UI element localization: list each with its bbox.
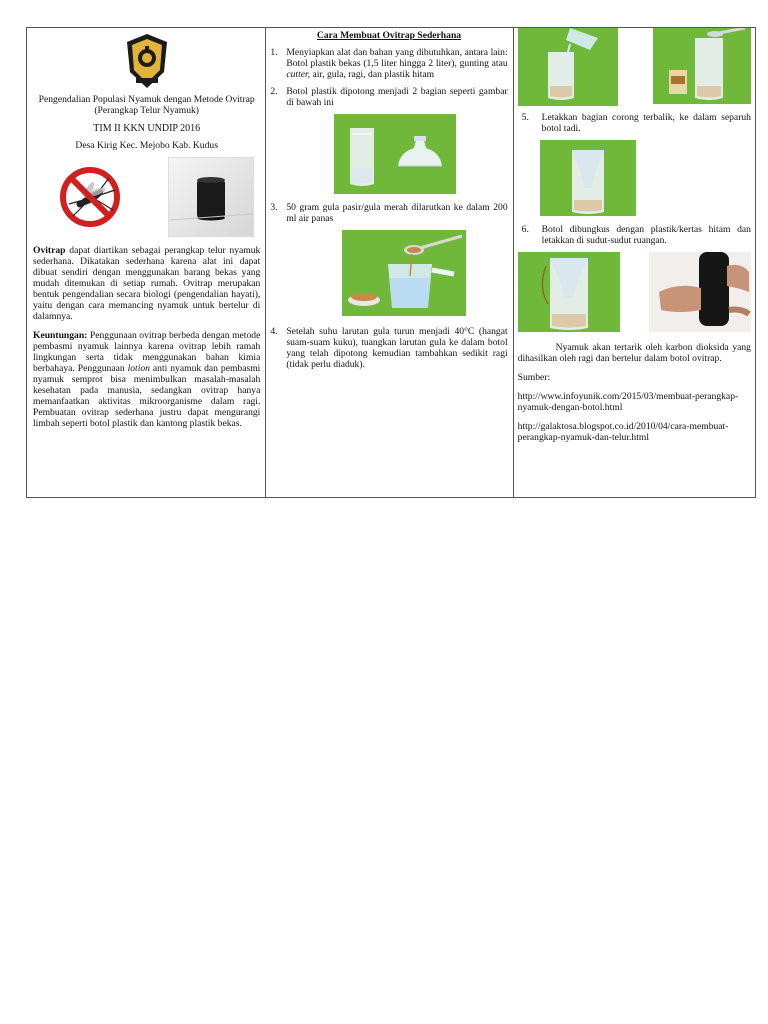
location-text: Desa Kirig Kec. Mejobo Kab. Kudus: [75, 140, 218, 151]
intro-text: dapat diartikan sebagai perangkap telur nyamuk sederhana. Dikatakan sederhana karena alat ini dapat dibuat sendiri dengan menggunakan barang bekas yang mudah ditemukan di setiap rumah. Ovitrap merupakan bentuk pengendalian secara biologi (pengendalian hayati), yaitu dengan cara memancing nyamuk untuk bertelur di dalamnya.: [33, 245, 261, 322]
step-2-number: 2.: [270, 86, 278, 97]
term-keuntungan: Keuntungan:: [33, 330, 88, 341]
university-seal-icon: [124, 32, 170, 90]
step-1: [270, 47, 507, 80]
source-label: Sumber:: [517, 372, 551, 383]
inverted-funnel-illustration: [540, 140, 636, 216]
column-intro: [27, 28, 266, 497]
team-name: TIM II KKN UNDIP 2016: [93, 123, 201, 134]
column-final-steps: [514, 28, 755, 497]
step-6-number: 6.: [521, 224, 529, 235]
step-1-text-a: Menyiapkan alat dan bahan yang dibutuhkan, antara lain: Botol plastik bekas (1,5 liter hingga 2 liter), gunting atau: [286, 47, 508, 69]
black-ovitrap-photo: [168, 157, 254, 237]
assembled-trap-illustration: [518, 252, 620, 332]
step-4-number: 4.: [270, 326, 278, 337]
term-ovitrap: Ovitrap: [33, 245, 66, 256]
step-4: [270, 326, 507, 370]
step-5-text: Letakkan bagian corong terbalik, ke dalam separuh botol tadi.: [541, 112, 751, 134]
step-3-number: 3.: [270, 202, 278, 213]
source-link-2[interactable]: http://galaktosa.blogspot.co.id/2010/04/cara-membuat-perangkap-nyamuk-dan-telur.html: [517, 421, 729, 443]
benefits-italic: lotion: [127, 363, 150, 374]
benefits-text-a: Penggunaan ovitrap berbeda dengan metode pembasmi nyamuk lainnya karena ovitrap lebih ramah lingkungan serta tidak menggunakan bahan kimia berbahaya. Penggunaan: [33, 330, 261, 374]
intro-images: [59, 157, 254, 237]
step-2: [270, 86, 507, 108]
benefits-paragraph: [33, 330, 260, 429]
sugar-solution-illustration: [342, 230, 466, 316]
intro-paragraph: [33, 245, 260, 322]
step-1-italic: cutter,: [286, 69, 311, 80]
wrapped-trap-photo: [649, 252, 751, 332]
top-images: [518, 28, 751, 106]
step-5-number: 5.: [521, 112, 529, 123]
step-2-text: Botol plastik dipotong menjadi 2 bagian seperti gambar di bawah ini: [286, 86, 508, 108]
bottom-images: [518, 252, 751, 332]
leaflet-title: Pengendalian Populasi Nyamuk dengan Metode Ovitrap (Perangkap Telur Nyamuk): [38, 94, 255, 116]
step-1-text: [286, 47, 507, 80]
leaflet-page: [26, 27, 756, 498]
step-1-number: 1.: [270, 47, 278, 58]
step-4-text: Setelah suhu larutan gula turun menjadi 40°C (hangat suam-suam kuku), tuangkan larutan gula ke dalam botol yang telah dipotong kemudian tambahkan sedikit ragi (tidak perlu diaduk).: [286, 326, 508, 370]
pour-solution-illustration: [518, 28, 618, 106]
step-5: [518, 112, 751, 134]
benefits-text-b: anti nyamuk dan pembasmi nyamuk semprot bisa menimbulkan masalah-masalah kesehatan pada manusia, sedangkan ovitrap hanya memanfaatkan aktivitas mikroorganisme dalam ragi. Pembuatan ovitrap sederhana justru dapat mengurangi limbah seperti botol plastik dan kantong plastik bekas.: [33, 363, 261, 429]
step-1-text-b: air, gula, ragi, dan plastik hitam: [310, 69, 435, 80]
step-6: [518, 224, 751, 246]
closing-paragraph: Nyamuk akan tertarik oleh karbon dioksida yang dihasilkan oleh ragi dan bertelur dalam botol ovitrap.: [517, 342, 751, 364]
steps-heading: Cara Membuat Ovitrap Sederhana: [316, 30, 462, 41]
no-mosquito-icon: [59, 166, 121, 228]
column-steps: [266, 28, 513, 497]
step-3: [270, 202, 507, 224]
cut-bottle-illustration: [334, 114, 456, 194]
source-link-1[interactable]: http://www.infoyunik.com/2015/03/membuat-perangkap-nyamuk-dengan-botol.html: [517, 391, 739, 413]
add-yeast-illustration: [653, 28, 751, 104]
step-3-text: 50 gram gula pasir/gula merah dilarutkan ke dalam 200 ml air panas: [286, 202, 508, 224]
step-6-text: Botol dibungkus dengan plastik/kertas hitam dan letakkan di sudut-sudut ruangan.: [541, 224, 751, 246]
